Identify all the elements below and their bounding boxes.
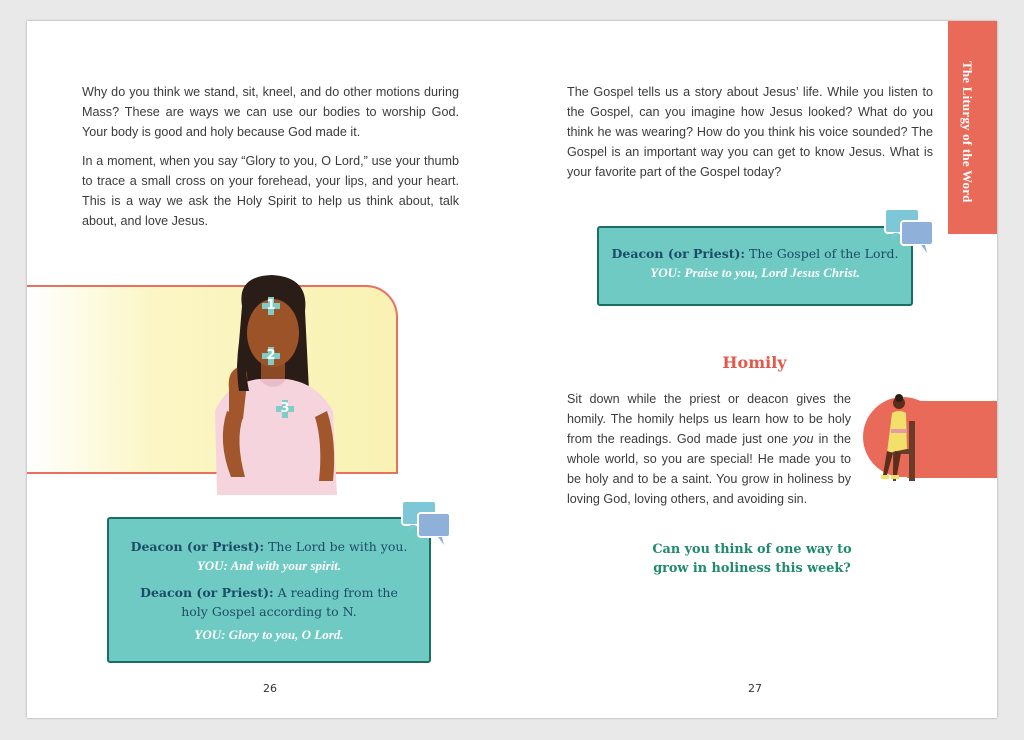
girl-sitting-illustration	[873, 391, 933, 491]
dialog-line-2: Deacon (or Priest): A reading from the	[140, 585, 398, 600]
dialog-line-1: Deacon (or Priest): The Lord be with you.	[130, 539, 408, 554]
dialog-response-2: YOU: Glory to you, O Lord.	[194, 627, 344, 642]
reflection-question: Can you think of one way to grow in holiness this week?	[652, 542, 852, 576]
speech-bubbles-icon	[400, 499, 452, 547]
homily-heading: Homily	[722, 353, 787, 372]
left-page	[27, 21, 512, 718]
paragraph-gospel: The Gospel tells us a story about Jesus’ life. While you listen to the Gospel, can you imagine how Jesus looked? What do you think he was wearing? How do you think his voice sounded? The Gospel is an important way you can get to know Jesus. What is your favorite part of the Gospel today?	[567, 85, 933, 179]
book-spread	[27, 21, 997, 718]
dialog-line-gospel: Deacon (or Priest): The Gospel of the Lord.	[611, 246, 899, 261]
dialog-line-2b: holy Gospel according to N.	[181, 604, 357, 619]
side-tab-label: The Liturgy of the Word	[960, 61, 975, 203]
section-side-tab	[948, 21, 997, 234]
left-page-text	[82, 82, 459, 240]
right-page-text	[567, 82, 933, 182]
page-number-right: 27	[748, 682, 762, 695]
dialog-response-gospel: YOU: Praise to you, Lord Jesus Christ.	[650, 265, 860, 280]
cross-marker-lips: 2	[262, 347, 280, 365]
cross-marker-heart: 3	[276, 400, 294, 418]
dialog-box-gospel-end	[597, 226, 913, 306]
dialog-box-gospel-acclamation	[107, 517, 431, 663]
dialog-response-1: YOU: And with your spirit.	[196, 558, 342, 573]
speech-bubbles-icon	[883, 207, 935, 255]
paragraph-cross-tracing: In a moment, when you say “Glory to you, O Lord,” use your thumb to trace a small cross on your forehead, your lips, and your heart. This is a way we ask the Holy Spirit to help us think about, talk about, and love Jesus.	[82, 154, 459, 228]
page-number-left: 26	[263, 682, 277, 695]
paragraph-homily: Sit down while the priest or deacon gives the homily. The homily helps us learn how to be holy from the readings. God made just one you in the whole world, so you are special! He made you to be holy and to be a saint. You grow in holiness by loving God, loving others, and avoiding sin.	[567, 392, 851, 506]
paragraph-body-motions: Why do you think we stand, sit, kneel, and do other motions during Mass? These are ways we can use our bodies to worship God. Your body is good and holy because God made it.	[82, 85, 459, 139]
cross-marker-forehead: 1	[262, 297, 280, 315]
